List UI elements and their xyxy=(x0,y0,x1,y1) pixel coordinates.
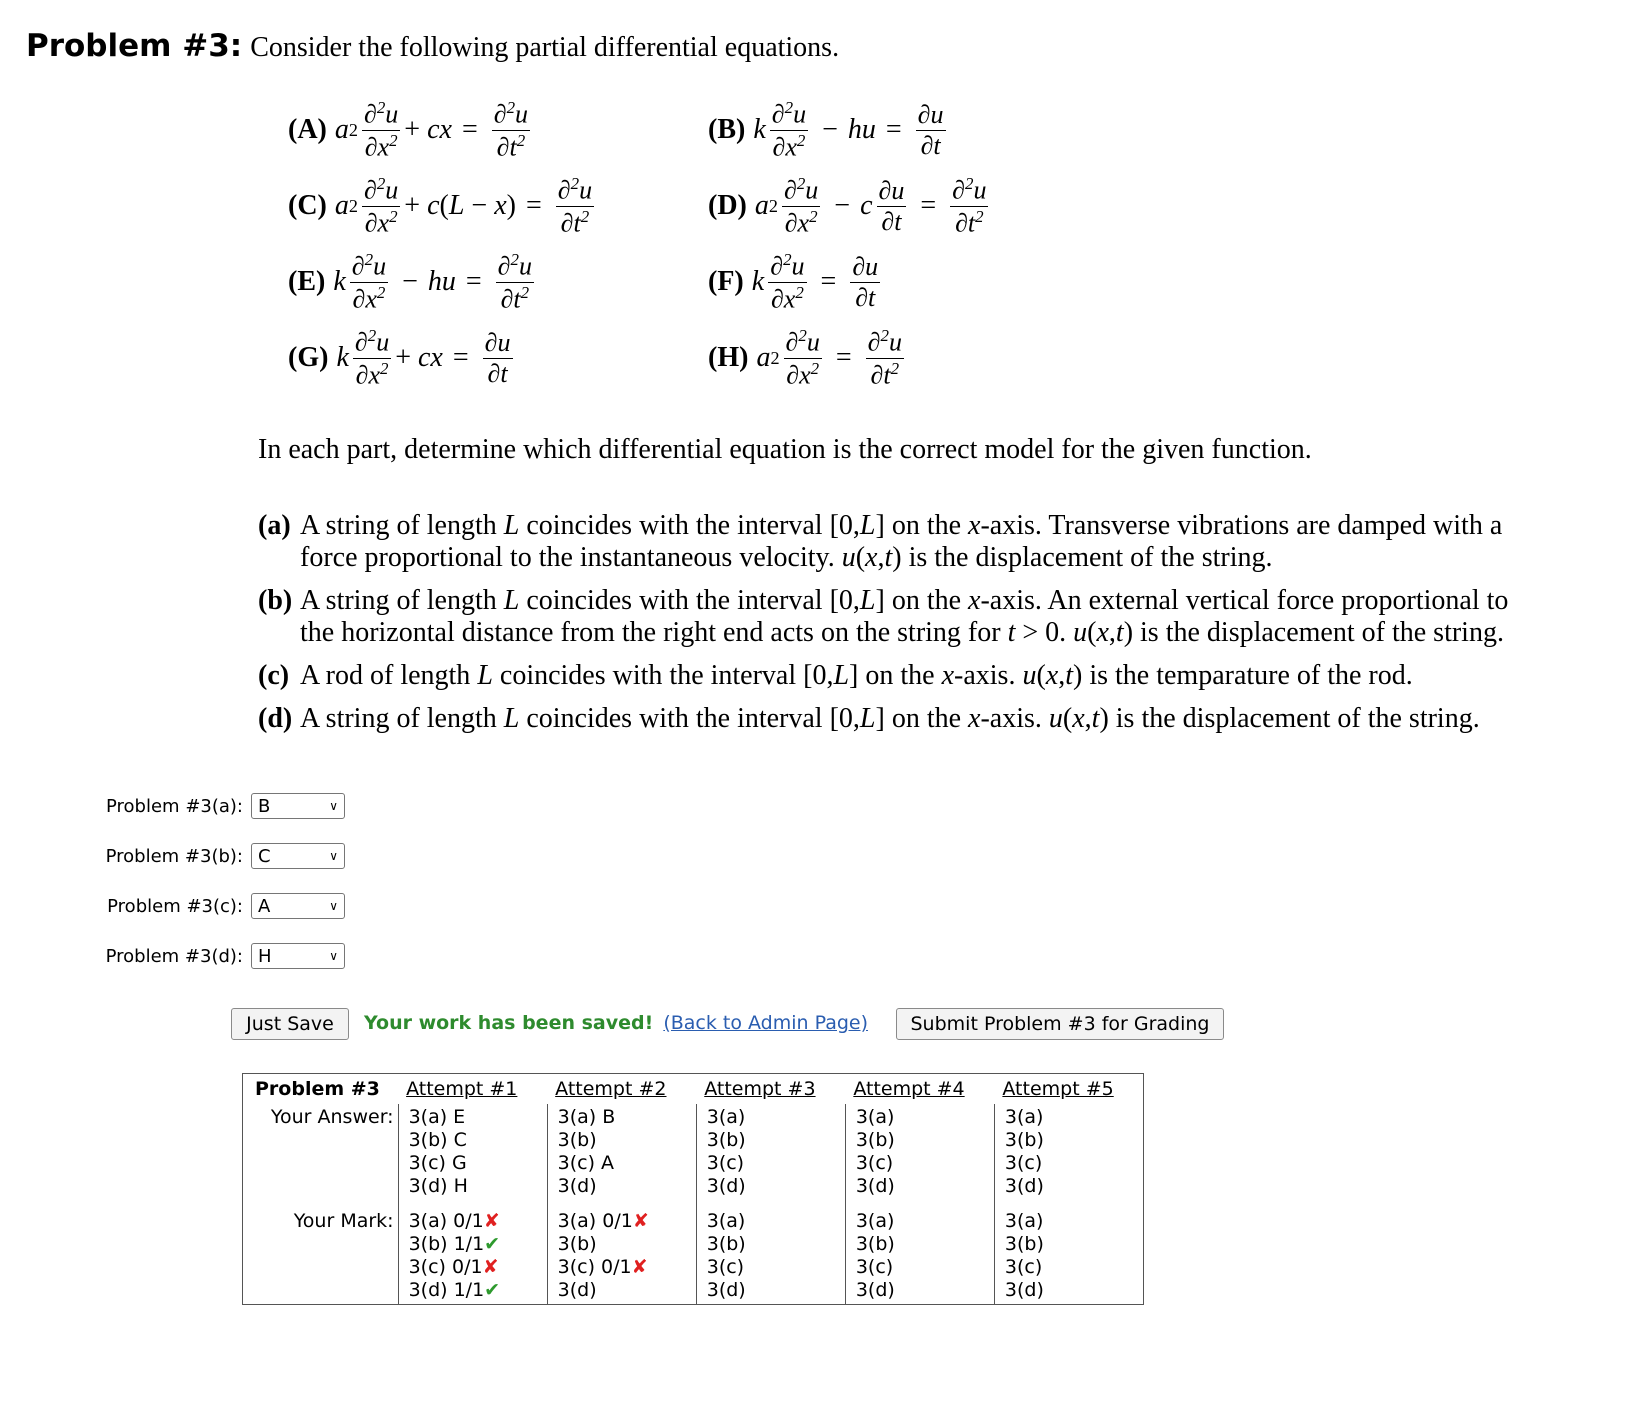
answer-label: Problem #3(b): xyxy=(105,845,243,867)
wrong-icon: ✘ xyxy=(482,1256,499,1278)
saved-message: Your work has been saved! xyxy=(364,1012,654,1034)
parts-list xyxy=(258,510,1528,746)
wrong-icon: ✘ xyxy=(631,1256,648,1278)
attempt-answer-cell: 3(a) 3(b) 3(c) 3(d) xyxy=(696,1104,845,1200)
attempt-mark-cell: 3(a) 3(b) 3(c) 3(d) xyxy=(994,1208,1143,1305)
instruction-text: In each part, determine which differential equation is the correct model for the given function. xyxy=(258,434,1312,465)
attempt-mark-cell: 3(a) 0/1✘ 3(b) 3(c) 0/1✘ 3(d) xyxy=(547,1208,696,1305)
answer-row-c xyxy=(98,893,345,919)
answer-select-b[interactable]: C ∨ xyxy=(251,843,345,869)
your-answer-row xyxy=(243,1104,1144,1200)
equation-h: (H) a 2 $\frac{\partial^2u}{\partial x^2}$ = $\frac{\partial^2u}{\partial t^2}$ xyxy=(708,326,902,390)
attempts-table xyxy=(242,1073,1144,1305)
your-mark-label: Your Mark: xyxy=(293,1210,394,1232)
attempt-header[interactable]: Attempt #3 xyxy=(704,1078,816,1100)
equation-a: (A) a 2 $\frac{\partial^2u}{\partial x^2}$ + cx = $\frac{\partial^2u}{\partial t^2}$ xyxy=(288,98,529,162)
just-save-button[interactable]: Just Save xyxy=(231,1008,349,1040)
attempt-mark-cell: 3(a) 3(b) 3(c) 3(d) xyxy=(845,1208,994,1305)
check-icon: ✔ xyxy=(484,1279,501,1301)
wrong-icon: ✘ xyxy=(483,1210,500,1232)
chevron-down-icon: ∨ xyxy=(329,899,338,913)
attempt-mark-cell: 3(a) 0/1✘ 3(b) 1/1✔ 3(c) 0/1✘ 3(d) 1/1✔ xyxy=(398,1208,547,1305)
problem-intro: Consider the following partial differential equations. xyxy=(250,32,840,63)
chevron-down-icon: ∨ xyxy=(329,799,338,813)
attempt-mark-cell: 3(a) 3(b) 3(c) 3(d) xyxy=(696,1208,845,1305)
submit-for-grading-button[interactable]: Submit Problem #3 for Grading xyxy=(896,1008,1224,1040)
attempt-answer-cell: 3(a) 3(b) 3(c) 3(d) xyxy=(845,1104,994,1200)
attempt-header[interactable]: Attempt #5 xyxy=(1002,1078,1114,1100)
part-d: (d) A string of length L coincides with the interval [0,L] on the x-axis. u(x,t) is the displacement of the string. xyxy=(258,703,1480,734)
equation-b: (B) k $\frac{\partial^2u}{\partial x^2}$ − hu = $\frac{\partial u}{\partial t}$ xyxy=(708,98,944,162)
chevron-down-icon: ∨ xyxy=(329,949,338,963)
back-to-admin-link[interactable]: (Back to Admin Page) xyxy=(663,1012,869,1034)
answer-row-d xyxy=(98,943,345,969)
chevron-down-icon: ∨ xyxy=(329,849,338,863)
check-icon: ✔ xyxy=(484,1233,501,1255)
answer-row-b xyxy=(98,843,345,869)
your-answer-label: Your Answer: xyxy=(270,1106,394,1128)
equation-e: (E) k $\frac{\partial^2u}{\partial x^2}$ − hu = $\frac{\partial^2u}{\partial t^2}$ xyxy=(288,250,532,314)
attempt-header[interactable]: Attempt #1 xyxy=(406,1078,518,1100)
problem-header xyxy=(26,28,839,64)
attempt-answer-cell: 3(a) 3(b) 3(c) 3(d) xyxy=(994,1104,1143,1200)
answer-label: Problem #3(c): xyxy=(107,895,243,917)
equation-f: (F) k $\frac{\partial^2u}{\partial x^2}$ = $\frac{\partial u}{\partial t}$ xyxy=(708,250,879,314)
answer-label: Problem #3(a): xyxy=(106,795,243,817)
answer-label: Problem #3(d): xyxy=(105,945,243,967)
attempt-answer-cell: 3(a) B 3(b) 3(c) A 3(d) xyxy=(547,1104,696,1200)
part-c: (c) A rod of length L coincides with the interval [0,L] on the x-axis. u(x,t) is the temparature of the rod. xyxy=(258,660,1413,691)
answer-row-a xyxy=(98,793,345,819)
equation-c: (C) a 2 $\frac{\partial^2u}{\partial x^2}$ + c(L − x) = $\frac{\partial^2u}{\partial t^2}$ xyxy=(288,174,593,238)
wrong-icon: ✘ xyxy=(632,1210,649,1232)
save-status xyxy=(364,1012,868,1034)
answer-select-a[interactable]: B ∨ xyxy=(251,793,345,819)
attempt-answer-cell: 3(a) E 3(b) C 3(c) G 3(d) H xyxy=(398,1104,547,1200)
equation-d: (D) a 2 $\frac{\partial^2u}{\partial x^2}$ − c $\frac{\partial u}{\partial t}$ = $\frac{\partial^2u}{\partial t^2}$ xyxy=(708,174,987,238)
attempt-header[interactable]: Attempt #4 xyxy=(853,1078,965,1100)
equation-g: (G) k $\frac{\partial^2u}{\partial x^2}$ + cx = $\frac{\partial u}{\partial t}$ xyxy=(288,326,511,390)
part-a: (a) A string of length L coincides with the interval [0,L] on the x-axis. Transverse vibrations are damped with a force proportional to the instantaneous velocity. u(x,t) is the displacement of the string. xyxy=(258,510,1503,573)
part-b: (b) A string of length L coincides with the interval [0,L] on the x-axis. An external vertical force proportional to the horizontal distance from the right end acts on the string for t > 0. u(x,t) is the displacement of the string. xyxy=(258,585,1509,648)
attempts-problem-header: Problem #3 xyxy=(255,1078,380,1100)
answer-select-d[interactable]: H ∨ xyxy=(251,943,345,969)
answer-select-c[interactable]: A ∨ xyxy=(251,893,345,919)
your-mark-row xyxy=(243,1208,1144,1305)
problem-number: Problem #3: xyxy=(26,28,243,64)
attempt-header[interactable]: Attempt #2 xyxy=(555,1078,667,1100)
